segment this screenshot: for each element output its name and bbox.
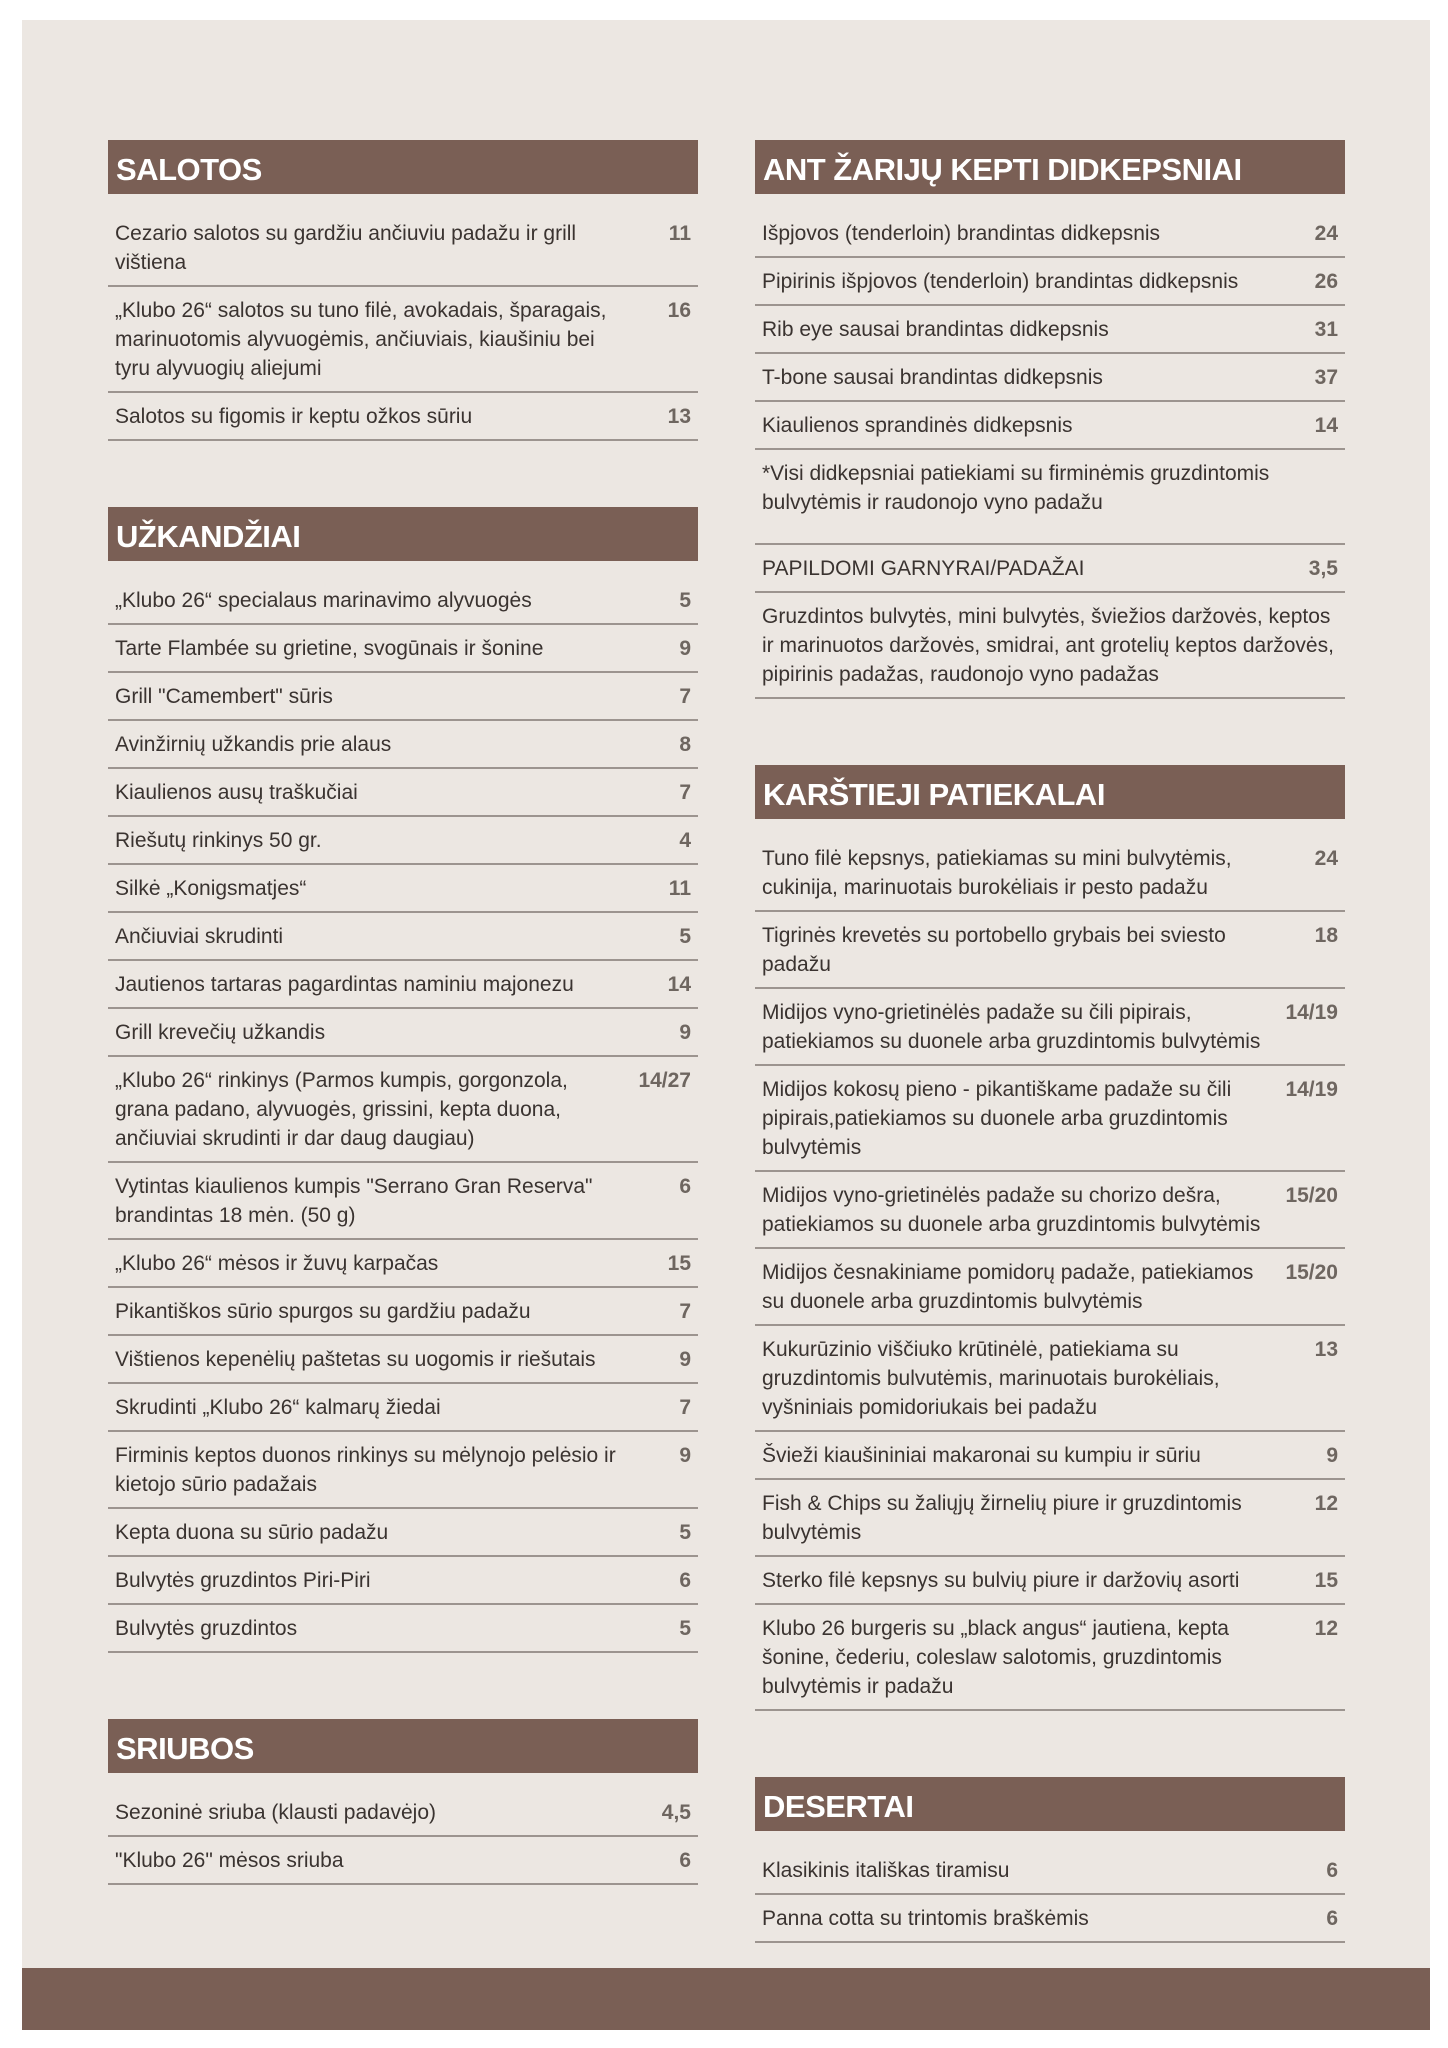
menu-item-price: 5 (679, 1617, 691, 1640)
section-karstieji (755, 765, 1345, 1711)
section-uzkandziai (108, 507, 698, 1653)
menu-item-price: 6 (1326, 1859, 1338, 1882)
menu-item (108, 1432, 698, 1509)
menu-item-price: 9 (1326, 1444, 1338, 1467)
section-title-didkepsniai: ANT ŽARIJŲ KEPTI DIDKEPSNIAI (755, 140, 1345, 194)
menu-item-price: 15/20 (1285, 1261, 1338, 1284)
menu-item-name: Tuno filė kepsnys, patiekiamas su mini bulvytėmis, cukinija, marinuotais burokėliais ir pesto padažu (762, 847, 1232, 899)
menu-item (108, 817, 698, 865)
right-column (755, 140, 1345, 2005)
menu-item (755, 354, 1345, 402)
menu-item-name: Vištienos kepenėlių paštetas su uogomis ir riešutais (115, 1348, 596, 1371)
menu-item-name: Tarte Flambée su grietine, svogūnais ir šonine (115, 637, 544, 660)
menu-item-price: 14/19 (1285, 1001, 1338, 1024)
menu-item (108, 721, 698, 769)
menu-item (108, 1336, 698, 1384)
menu-item (108, 865, 698, 913)
menu-item-name: Avinžirnių užkandis prie alaus (115, 733, 392, 756)
menu-item-price: 7 (679, 781, 691, 804)
section-title-sriubos: SRIUBOS (108, 1719, 698, 1773)
menu-item (755, 402, 1345, 450)
menu-item-price: 13 (667, 405, 691, 428)
menu-item (755, 210, 1345, 258)
menu-item (108, 1509, 698, 1557)
menu-item-name: Kiaulienos ausų traškučiai (115, 781, 358, 804)
menu-item-price: 9 (679, 1444, 691, 1467)
menu-item (755, 1557, 1345, 1605)
menu-item-name: Sezoninė sriuba (klausti padavėjo) (115, 1801, 437, 1824)
menu-item-name: Midijos česnakiniame pomidorų padaže, patiekiamos su duonele arba gruzdintomis bulvytėmis (762, 1261, 1254, 1313)
menu-item-name: Riešutų rinkinys 50 gr. (115, 829, 322, 852)
menu-item-price: 14 (667, 973, 691, 996)
menu-item-name: „Klubo 26“ mėsos ir žuvų karpačas (115, 1252, 439, 1275)
menu-item-name: Midijos vyno-grietinėlės padaže su chorizo dešra, patiekiamos su duonele arba gruzdintomis bulvytėmis (762, 1184, 1261, 1236)
menu-item (108, 1557, 698, 1605)
menu-item (108, 210, 698, 287)
menu-item-name: Bulvytės gruzdintos Piri-Piri (115, 1569, 371, 1592)
menu-item (755, 306, 1345, 354)
menu-item (755, 1432, 1345, 1480)
menu-item-name: T-bone sausai brandintas didkepsnis (762, 366, 1103, 389)
menu-item-price: 15/20 (1285, 1184, 1338, 1207)
menu-item-price: 16 (667, 299, 691, 322)
menu-item-name: Sterko filė kepsnys su bulvių piure ir daržovių asorti (762, 1569, 1240, 1592)
menu-item-price: 9 (679, 637, 691, 660)
menu-item (108, 1837, 698, 1885)
menu-item-name: Kepta duona su sūrio padažu (115, 1521, 389, 1544)
menu-item-price: 37 (1314, 366, 1338, 389)
section-title-desertai: DESERTAI (755, 1777, 1345, 1831)
extra-sides-price: 3,5 (1308, 557, 1338, 580)
menu-item-price: 4,5 (661, 1801, 691, 1824)
menu-item (108, 393, 698, 441)
menu-item-price: 9 (679, 1021, 691, 1044)
menu-item-price: 6 (679, 1175, 691, 1198)
footer-band (22, 1968, 1430, 2030)
menu-item-name: Rib eye sausai brandintas didkepsnis (762, 318, 1109, 341)
menu-item-price: 15 (667, 1252, 691, 1275)
menu-item-name: Midijos vyno-grietinėlės padaže su čili pipirais, patiekiamos su duonele arba gruzdintomis bulvytėmis (762, 1001, 1261, 1053)
menu-item-price: 14/19 (1285, 1078, 1338, 1101)
left-column (108, 140, 698, 1947)
menu-item-name: Išpjovos (tenderloin) brandintas didkepsnis (762, 222, 1161, 245)
menu-item (108, 1240, 698, 1288)
menu-item (108, 1789, 698, 1837)
menu-item-price: 4 (679, 829, 691, 852)
menu-item-name: „Klubo 26“ rinkinys (Parmos kumpis, gorgonzola, grana padano, alyvuogės, grissini, kepta duona, ančiuviai skrudinti ir dar daug daugiau) (115, 1069, 568, 1150)
menu-item-name: Fish & Chips su žaliųjų žirnelių piure ir gruzdintomis bulvytėmis (762, 1492, 1242, 1544)
menu-item-price: 8 (679, 733, 691, 756)
menu-item-price: 26 (1314, 270, 1338, 293)
menu-item-name: Pipirinis išpjovos (tenderloin) brandintas didkepsnis (762, 270, 1239, 293)
menu-item-price: 5 (679, 589, 691, 612)
menu-item (755, 989, 1345, 1066)
menu-item (755, 1172, 1345, 1249)
menu-item-price: 7 (679, 1396, 691, 1419)
menu-item-name: Grill krevečių užkandis (115, 1021, 326, 1044)
menu-item-price: 14/27 (638, 1069, 691, 1092)
menu-item-name: Pikantiškos sūrio spurgos su gardžiu padažu (115, 1300, 531, 1323)
menu-item-price: 6 (679, 1569, 691, 1592)
menu-item (755, 1480, 1345, 1557)
menu-item (108, 1605, 698, 1653)
menu-item (108, 625, 698, 673)
menu-item (108, 1009, 698, 1057)
menu-item-name: Kiaulienos sprandinės didkepsnis (762, 414, 1073, 437)
menu-item-name: Kukurūzinio viščiuko krūtinėlė, patiekiama su gruzdintomis bulvutėmis, marinuotais burokėliais, vyšniniais pomidoriukais bei padažu (762, 1338, 1220, 1419)
menu-item-name: Švieži kiaušininiai makaronai su kumpiu ir sūriu (762, 1444, 1201, 1467)
menu-item-name: Firminis keptos duonos rinkinys su mėlynojo pelėsio ir kietojo sūrio padažais (115, 1444, 616, 1496)
menu-item-price: 12 (1314, 1617, 1338, 1640)
menu-item (108, 961, 698, 1009)
menu-item-name: Cezario salotos su gardžiu ančiuviu padažu ir grill vištiena (115, 222, 577, 274)
section-desertai (755, 1777, 1345, 1943)
menu-item (108, 577, 698, 625)
menu-item (108, 1384, 698, 1432)
menu-item-name: "Klubo 26" mėsos sriuba (115, 1849, 344, 1872)
section-title-karstieji: KARŠTIEJI PATIEKALAI (755, 765, 1345, 819)
menu-item (755, 1847, 1345, 1895)
menu-item (108, 673, 698, 721)
menu-item (108, 1163, 698, 1240)
menu-item-name: Tigrinės krevetės su portobello grybais bei sviesto padažu (762, 924, 1226, 976)
menu-item-price: 9 (679, 1348, 691, 1371)
menu-item (108, 1288, 698, 1336)
menu-item-price: 24 (1314, 222, 1338, 245)
menu-item-price: 14 (1314, 414, 1338, 437)
section-title-salotos: SALOTOS (108, 140, 698, 194)
menu-item (108, 769, 698, 817)
menu-item-name: Grill "Camembert" sūris (115, 685, 333, 708)
menu-item-price: 15 (1314, 1569, 1338, 1592)
menu-item-name: Silkė „Konigsmatjes“ (115, 877, 307, 900)
menu-item-price: 11 (668, 222, 691, 245)
menu-item-name: Klubo 26 burgeris su „black angus“ jautiena, kepta šonine, čederiu, coleslaw salotomis, gruzdintomis bulvytėmis ir padažu (762, 1617, 1229, 1698)
steaks-note: *Visi didkepsniai patiekiami su firminėmis gruzdintomis bulvytėmis ir raudonojo vyno padažu (755, 450, 1345, 545)
section-salotos (108, 140, 698, 441)
menu-item-name: „Klubo 26“ salotos su tuno filė, avokadais, šparagais, marinuotomis alyvuogėmis, ančiuviais, kiaušiniu bei tyru alyvuogių aliejumi (115, 299, 607, 380)
menu-item-name: Bulvytės gruzdintos (115, 1617, 298, 1640)
menu-item-price: 6 (1326, 1907, 1338, 1930)
menu-item-name: Midijos kokosų pieno - pikantiškame padaže su čili pipirais,patiekiamos su duonele arba gruzdintomis bulvytėmis (762, 1078, 1232, 1159)
menu-item-name: Salotos su figomis ir keptu ožkos sūriu (115, 405, 473, 428)
menu-item (755, 835, 1345, 912)
menu-item-price: 5 (679, 925, 691, 948)
menu-item (755, 1249, 1345, 1326)
menu-item (755, 258, 1345, 306)
menu-item (755, 1066, 1345, 1172)
menu-item-name: „Klubo 26“ specialaus marinavimo alyvuogės (115, 589, 532, 612)
menu-item-price: 6 (679, 1849, 691, 1872)
menu-item (108, 287, 698, 393)
menu-item-price: 11 (668, 877, 691, 900)
section-title-uzkandziai: UŽKANDŽIAI (108, 507, 698, 561)
menu-item-price: 7 (679, 1300, 691, 1323)
menu-item-name: Ančiuviai skrudinti (115, 925, 284, 948)
menu-item (755, 912, 1345, 989)
menu-item (108, 1057, 698, 1163)
menu-item (755, 1326, 1345, 1432)
extra-sides-label: PAPILDOMI GARNYRAI/PADAŽAI (762, 557, 1085, 580)
menu-item-name: Skrudinti „Klubo 26“ kalmarų žiedai (115, 1396, 441, 1419)
extra-sides-list: Gruzdintos bulvytės, mini bulvytės, šviežios daržovės, keptos ir marinuotos daržovės, smidrai, ant grotelių keptos daržovės, pipirinis padažas, raudonojo vyno padažas (755, 593, 1345, 699)
section-didkepsniai (755, 140, 1345, 699)
menu-item (108, 913, 698, 961)
section-sriubos (108, 1719, 698, 1885)
extra-sides-row (755, 545, 1345, 593)
menu-item-name: Klasikinis itališkas tiramisu (762, 1859, 1010, 1882)
menu-item-name: Jautienos tartaras pagardintas naminiu majonezu (115, 973, 574, 996)
menu-item-price: 7 (679, 685, 691, 708)
menu-item-price: 24 (1314, 847, 1338, 870)
menu-item-price: 12 (1314, 1492, 1338, 1515)
menu-item-price: 13 (1314, 1338, 1338, 1361)
menu-item (755, 1895, 1345, 1943)
menu-item (755, 1605, 1345, 1711)
menu-item-price: 18 (1314, 924, 1338, 947)
menu-item-name: Vytintas kiaulienos kumpis "Serrano Gran Reserva" brandintas 18 mėn. (50 g) (115, 1175, 593, 1227)
menu-item-name: Panna cotta su trintomis braškėmis (762, 1907, 1089, 1930)
menu-item-price: 31 (1314, 318, 1338, 341)
menu-item-price: 5 (679, 1521, 691, 1544)
